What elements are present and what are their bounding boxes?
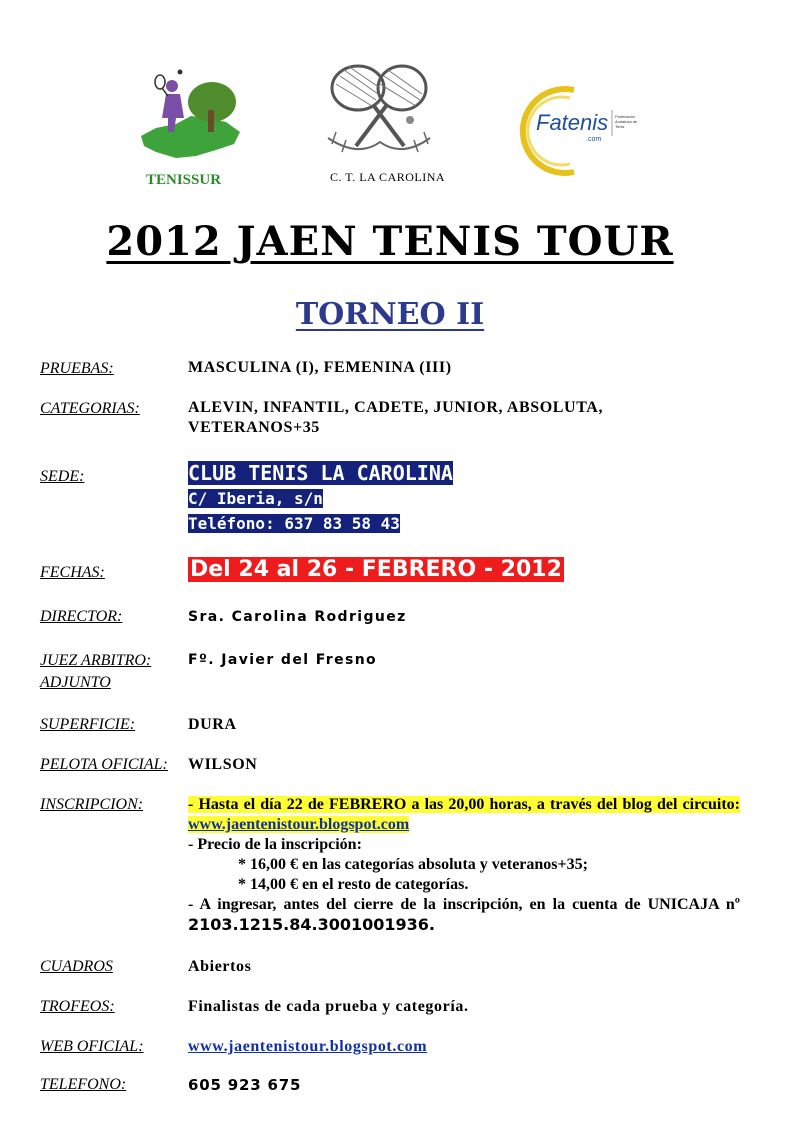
web-link[interactable]: www.jaentenistour.blogspot.com (188, 1038, 428, 1055)
pruebas-value: MASCULINA (I), FEMENINA (III) (188, 359, 452, 376)
superficie-label: SUPERFICIE: (40, 716, 136, 733)
cuadros-label: CUADROS (40, 958, 113, 975)
fatenis-brand: Fatenis (536, 110, 609, 135)
sede-phone: Teléfono: 637 83 58 43 (188, 514, 400, 533)
fechas-value-wrap (188, 556, 564, 585)
director-label: DIRECTOR: (40, 608, 123, 625)
fatenis-suffix: .com (586, 136, 602, 143)
pelota-value: WILSON (188, 756, 258, 773)
tenissur-caption: TENISSUR (146, 172, 222, 188)
fatenis-small-text: Federación Andaluza de Tenis (615, 114, 638, 129)
sede-value (188, 461, 453, 536)
tenissur-logo (136, 66, 246, 166)
inscripcion-account: 2103.1215.84.3001001936. (188, 915, 435, 934)
categorias-value-line1: ALEVIN, INFANTIL, CADETE, JUNIOR, ABSOLUTA, (188, 399, 604, 416)
page-title: 2012 JAEN TENIS TOUR (106, 218, 674, 265)
inscripcion-deadline (188, 795, 740, 835)
trofeos-label: TROFEOS: (40, 998, 115, 1015)
telefono-value: 605 923 675 (188, 1076, 302, 1094)
inscripcion-blog-link[interactable]: www.jaentenistour.blogspot.com (188, 816, 410, 833)
fechas-label: FECHAS: (40, 564, 105, 581)
sede-club-name: CLUB TENIS LA CAROLINA (188, 461, 453, 485)
ct-la-carolina-logo (318, 58, 438, 166)
sede-label: SEDE: (40, 468, 85, 485)
pelota-label: PELOTA OFICIAL: (40, 756, 168, 773)
cuadros-value: Abiertos (188, 958, 252, 975)
inscripcion-deadline-text: - Hasta el día 22 de FEBRERO a las 20,00 horas, a través del blog del circuito: (188, 796, 740, 813)
juez-value: Fº. Javier del Fresno (188, 652, 378, 668)
web-label: WEB OFICIAL: (40, 1038, 144, 1055)
pruebas-label: PRUEBAS: (40, 360, 114, 377)
juez-label-line1: JUEZ ARBITRO: (40, 652, 152, 669)
inscripcion-price-heading: - Precio de la inscripción: (188, 836, 362, 853)
sede-address: C/ Iberia, s/n (188, 489, 323, 508)
inscripcion-deposit (188, 895, 740, 936)
inscripcion-value (188, 795, 740, 936)
juez-label-line2: ADJUNTO (40, 674, 111, 691)
categorias-label: CATEGORIAS: (40, 400, 140, 417)
superficie-value: DURA (188, 716, 237, 733)
inscripcion-price-1: * 16,00 € en las categorías absoluta y veteranos+35; (238, 856, 588, 873)
tenissur-emblem (136, 66, 246, 166)
categorias-value-line2: VETERANOS+35 (188, 419, 320, 436)
inscripcion-price-2: * 14,00 € en el resto de categorías. (238, 876, 469, 893)
ct-la-carolina-caption: C. T. LA CAROLINA (330, 170, 446, 184)
crossed-rackets-emblem (318, 58, 438, 166)
fatenis-logo (514, 84, 644, 176)
inscripcion-deposit-text: - A ingresar, antes del cierre de la inscripción, en la cuenta de UNICAJA nº (188, 896, 740, 913)
telefono-label: TELEFONO: (40, 1076, 127, 1093)
director-value: Sra. Carolina Rodriguez (188, 609, 407, 625)
page-subtitle: TORNEO II (295, 297, 485, 332)
fechas-value: Del 24 al 26 - FEBRERO - 2012 (190, 557, 562, 582)
trofeos-value: Finalistas de cada prueba y categoría. (188, 998, 469, 1015)
inscripcion-label: INSCRIPCION: (40, 796, 144, 813)
